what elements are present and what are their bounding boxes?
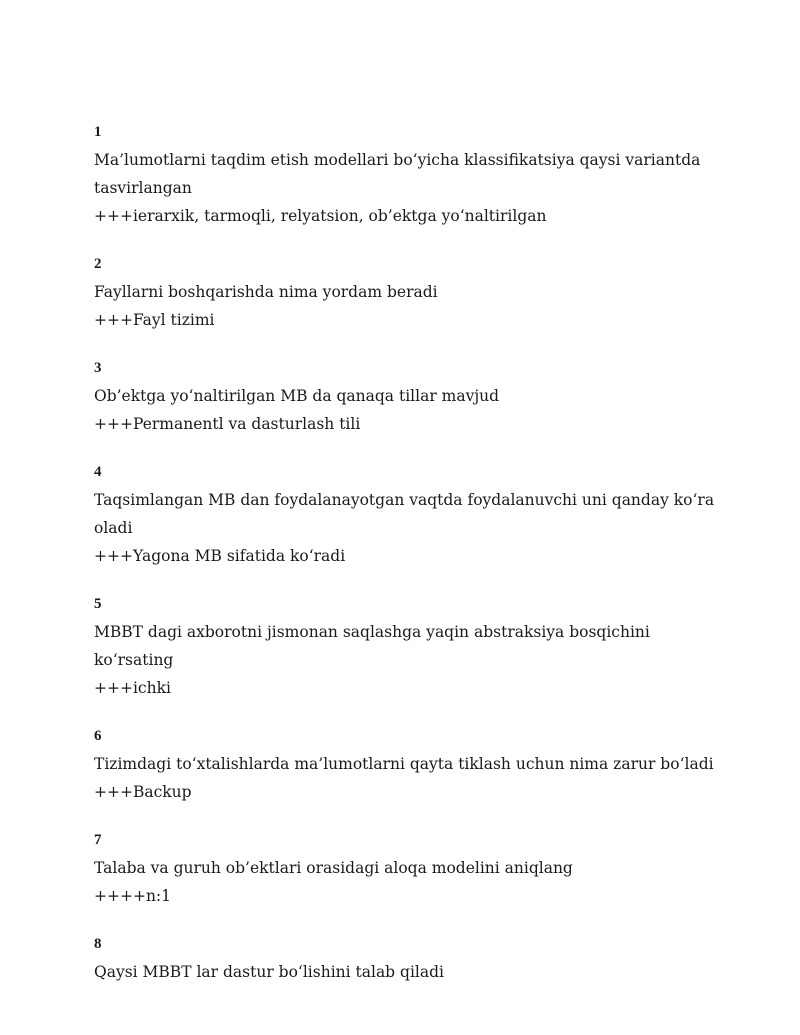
question-block (94, 830, 734, 910)
question-answer: +++Fayl tizimi (94, 311, 215, 329)
question-answer: +++ichki (94, 679, 171, 697)
question-block (94, 462, 734, 570)
question-number: 2 (94, 256, 102, 272)
question-number: 1 (94, 124, 102, 140)
question-text: Fayllarni boshqarishda nima yordam beradi (94, 283, 438, 301)
question-number: 4 (94, 464, 102, 480)
question-answer: +++Permanentl va dasturlash tili (94, 415, 361, 433)
question-answer: +++ierarxik, tarmoqli, relyatsion, ob’ektga yo‘naltirilgan (94, 207, 547, 225)
question-block (94, 122, 734, 230)
question-number: 6 (94, 728, 102, 744)
question-number: 5 (94, 596, 102, 612)
question-block (94, 254, 734, 334)
question-number: 7 (94, 832, 102, 848)
question-block (94, 726, 734, 806)
question-text: Qaysi MBBT lar dastur bo‘lishini talab qiladi (94, 963, 444, 981)
question-text: Ob’ektga yo‘naltirilgan MB da qanaqa tillar mavjud (94, 387, 500, 405)
question-answer: ++++n:1 (94, 887, 172, 905)
question-answer: +++Backup (94, 783, 192, 801)
question-text: Taqsimlangan MB dan foydalanayotgan vaqtda foydalanuvchi uni qanday ko‘ra oladi (94, 491, 715, 537)
question-text: MBBT dagi axborotni jismonan saqlashga yaqin abstraksiya bosqichini ko‘rsating (94, 623, 650, 669)
question-number: 3 (94, 360, 102, 376)
question-block (94, 358, 734, 438)
question-text: Tizimdagi to‘xtalishlarda ma’lumotlarni qayta tiklash uchun nima zarur bo‘ladi (94, 755, 714, 773)
question-answer: +++Yagona MB sifatida ko‘radi (94, 547, 346, 565)
question-text: Talaba va guruh ob’ektlari orasidagi aloqa modelini aniqlang (94, 859, 573, 877)
question-block (94, 934, 734, 986)
question-text: Ma’lumotlarni taqdim etish modellari bo‘yicha klassifikatsiya qaysi variantda tasvirlangan (94, 151, 701, 197)
question-block (94, 594, 734, 702)
document-page (94, 122, 734, 1010)
question-number: 8 (94, 936, 102, 952)
